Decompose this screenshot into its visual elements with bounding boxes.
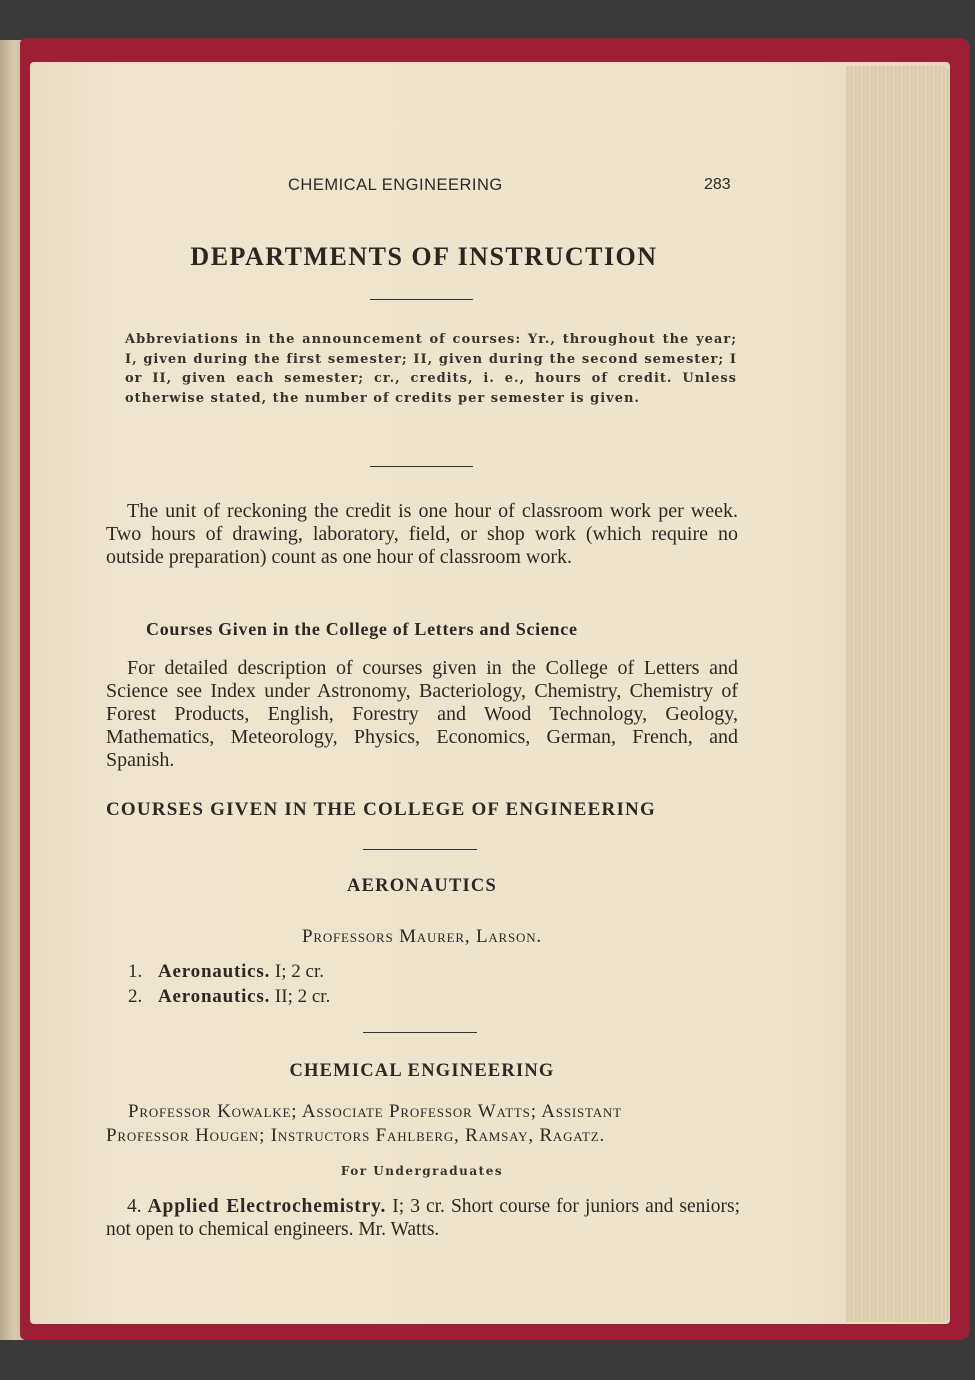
course-name: Applied Electrochemistry. (147, 1196, 387, 1217)
course-detail: I; 3 cr. Short course for juniors and seniors; not open to chemical engineers. Mr. Watts. (106, 1196, 741, 1240)
divider (370, 299, 473, 300)
running-title: CHEMICAL ENGINEERING (288, 176, 503, 194)
chemical-engineering-faculty-line2: Professor Hougen; Instructors Fahlberg, Ramsay, Ragatz. (106, 1125, 606, 1146)
course-detail: II; 2 cr. (274, 986, 331, 1007)
divider (363, 849, 477, 850)
chemical-engineering-title: CHEMICAL ENGINEERING (289, 1061, 555, 1081)
book-page (34, 66, 848, 1318)
divider (363, 1032, 477, 1033)
page-stack-edges (846, 66, 950, 1322)
running-head (34, 176, 848, 200)
undergraduates-subheading: For Undergraduates (340, 1164, 504, 1178)
course-number: 2. (128, 986, 143, 1007)
course-detail: I; 2 cr. (274, 961, 324, 982)
course-description (106, 1195, 740, 1241)
engineering-heading: COURSES GIVEN IN THE COLLEGE OF ENGINEERING (106, 799, 656, 820)
course-item (128, 961, 324, 983)
course-item (128, 986, 330, 1008)
abbreviations-note: Abbreviations in the announcement of courses: Yr., throughout the year; I, given during the first semester; II, given during the second semester; I or II, given each semester; cr., credits, i. e., hours of credit. Unless otherwise stated, the number of credits per semester is given. (125, 332, 737, 406)
course-number: 4. (127, 1196, 142, 1217)
course-name: Aeronautics. (158, 961, 271, 982)
course-number: 1. (128, 961, 143, 982)
page-title: DEPARTMENTS OF INSTRUCTION (190, 242, 658, 271)
divider (370, 466, 473, 467)
letters-science-paragraph: For detailed description of courses given in the College of Letters and Science see Index under Astronomy, Bacteriology, Chemistry, Chemistry of Forest Products, English, Forestry and Wood Technology, Geology, Mathematics, Meteorology, Physics, Economics, German, French, and Spanish. (106, 657, 738, 771)
page-number: 283 (704, 176, 731, 193)
chemical-engineering-faculty-line1: Professor Kowalke; Associate Professor Watts; Assistant (128, 1101, 622, 1122)
credit-unit-paragraph: The unit of reckoning the credit is one hour of classroom work per week. Two hours of drawing, laboratory, field, or shop work (which require no outside preparation) count as one hour of classroom work. (106, 500, 738, 568)
aeronautics-faculty: Professors Maurer, Larson. (302, 926, 542, 947)
letters-science-heading: Courses Given in the College of Letters and Science (146, 619, 578, 639)
aeronautics-title: AERONAUTICS (347, 876, 497, 896)
course-name: Aeronautics. (158, 986, 271, 1007)
